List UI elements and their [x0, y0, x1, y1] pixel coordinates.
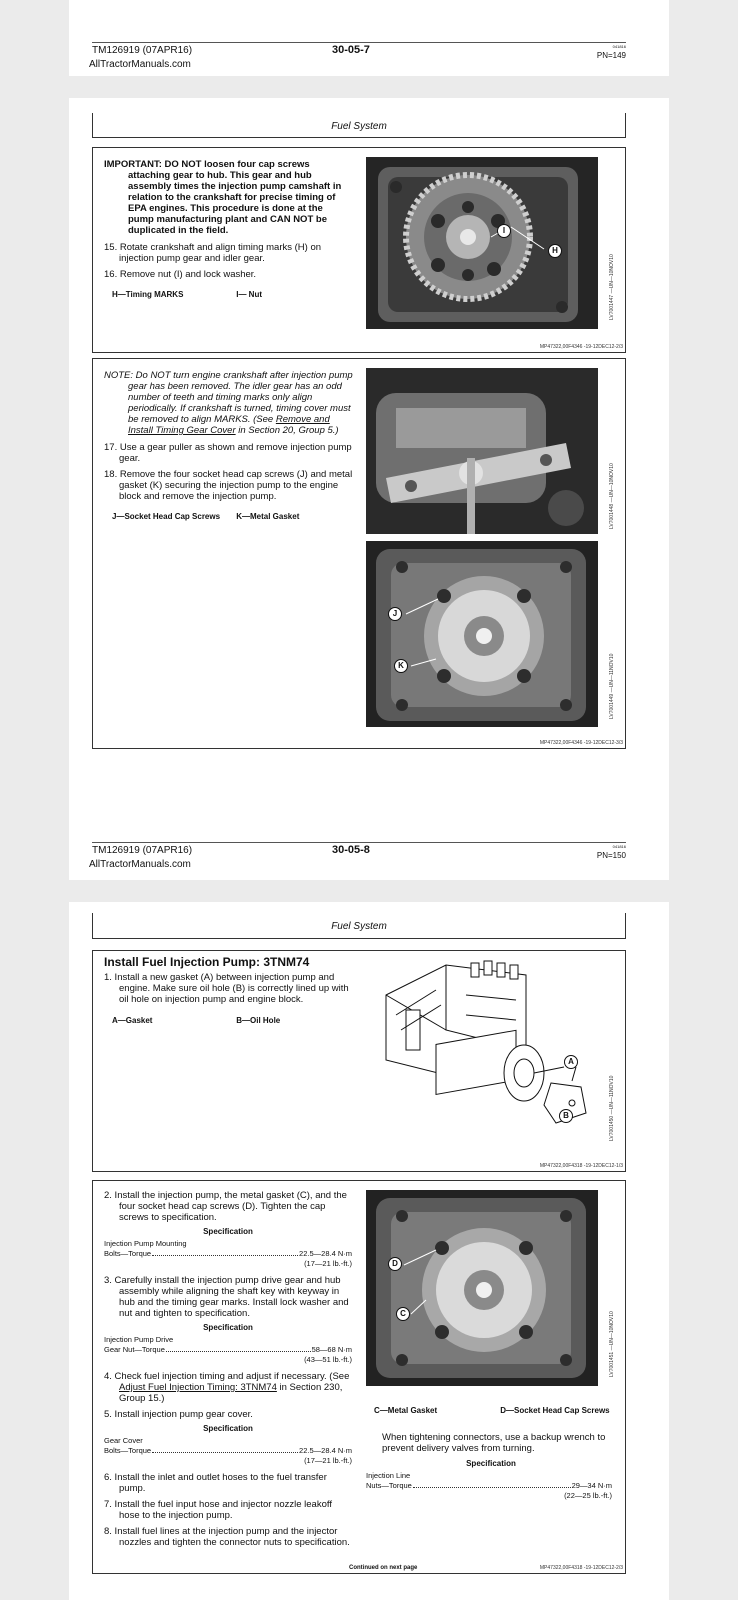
section-title: Fuel System	[331, 121, 387, 132]
spec-label: Nuts—Torque	[366, 1481, 412, 1490]
legend-k: K—Metal Gasket	[236, 512, 300, 521]
step-2: 2. Install the injection pump, the metal gasket (C), and the four socket head cap screws (D). Tighten the cap screws to specification.	[104, 1190, 347, 1223]
spec-heading: Specification	[203, 1227, 253, 1236]
step-18: 18. Remove the four socket head cap screws (J) and metal gasket (K) securing the injection pump to the engine block and remove the injection pump.	[104, 469, 353, 502]
block-install-pump	[92, 1180, 626, 1574]
spec-name: Injection Line	[366, 1471, 411, 1480]
step-4	[104, 1371, 352, 1404]
spec-value-imperial: (17—21 lb.-ft.)	[304, 1259, 352, 1268]
spec-value: 22.5—28.4 N·m	[299, 1446, 352, 1455]
page-number: 30-05-7	[332, 44, 370, 56]
legend	[366, 1405, 616, 1416]
block-c-text	[104, 957, 354, 1026]
spec-mounting-bolts	[104, 1239, 352, 1269]
reference-code: MP47322,00F4346 -19-12DEC12-3/3	[539, 740, 623, 746]
spec-value-imperial: (43—51 lb.-ft.)	[304, 1355, 352, 1364]
step-8: 8. Install fuel lines at the injection pump and the injector nozzles and tighten the connector nuts to specification.	[104, 1526, 350, 1548]
wrench-note: When tightening connectors, use a backup wrench to prevent delivery valves from turning.	[382, 1432, 606, 1454]
spec-value-imperial: (22—25 lb.-ft.)	[564, 1491, 612, 1500]
sheet-3	[69, 902, 669, 1600]
spec-heading: Specification	[203, 1424, 253, 1433]
block-b-text	[104, 370, 354, 522]
gear-puller-illustration	[366, 368, 598, 534]
figure-id: LV7001451 —UN—10NOV10	[609, 1311, 615, 1377]
step-15: 15. Rotate crankshaft and align timing marks (H) on injection pump gear and idler gear.	[104, 242, 322, 264]
adjust-timing-link[interactable]: Adjust Fuel Injection Timing: 3TNM74	[119, 1382, 277, 1393]
figure-id: LV7001447 —UN—10NOV10	[609, 254, 615, 320]
legend-i: I— Nut	[236, 290, 263, 299]
site-name: AllTractorManuals.com	[89, 859, 191, 870]
callout-d: D	[388, 1257, 402, 1271]
block-d-right	[366, 1405, 616, 1501]
reference-code: MP47322,00F4346 -19-12DEC12-2/3	[539, 344, 623, 350]
timing-cover-link[interactable]: Remove and Install Timing Gear Cover	[128, 414, 330, 436]
pump-line-drawing	[376, 955, 596, 1135]
spec-gear-cover	[104, 1436, 352, 1466]
injection-pump-drawing	[376, 955, 596, 1135]
pn-number: PN=149	[596, 51, 626, 60]
spec-heading: Specification	[203, 1323, 253, 1332]
step-4-text-end: in Section 230, Group 15.)	[119, 1382, 343, 1404]
gear-puller-photo	[366, 368, 598, 534]
reference-code: MP47322,00F4318 -19-12DEC12-2/3	[539, 1565, 623, 1571]
spec-injection-line	[366, 1471, 612, 1501]
page-footer	[89, 842, 626, 870]
legend-j: J—Socket Head Cap Screws	[112, 512, 221, 521]
step-17: 17. Use a gear puller as shown and remove injection pump gear.	[104, 442, 352, 464]
legend	[104, 289, 344, 300]
callout-k: K	[394, 659, 408, 673]
sheet-1-footer	[69, 0, 669, 76]
block-remove-nut	[92, 147, 626, 353]
legend-b: B—Oil Hole	[236, 1016, 281, 1025]
block-d-text	[104, 1190, 352, 1553]
callout-a: A	[564, 1055, 578, 1069]
reference-code: MP47322,00F4318 -19-12DEC12-1/3	[539, 1163, 623, 1169]
section-title: Fuel System	[331, 921, 387, 932]
procedure-title: Install Fuel Injection Pump: 3TNM74	[104, 955, 310, 969]
step-1: 1. Install a new gasket (A) between injection pump and engine. Make sure oil hole (B) is correctly lined up with oil hole on injection pump and engine block.	[104, 972, 349, 1005]
spec-value: 58—68 N·m	[311, 1345, 352, 1354]
pump-gasket-illustration	[366, 1190, 598, 1386]
step-4-text: 4. Check fuel injection timing and adjust if necessary. (See	[104, 1371, 350, 1382]
callout-b: B	[559, 1109, 573, 1123]
spec-name: Injection Pump Mounting	[104, 1239, 187, 1248]
spec-name: Injection Pump Drive	[104, 1335, 174, 1344]
pump-mount-photo	[366, 541, 598, 727]
spec-label: Gear Nut—Torque	[104, 1345, 165, 1354]
pump-mount-illustration	[366, 541, 598, 727]
spec-value: 22.5—28.4 N·m	[299, 1249, 352, 1258]
note	[104, 370, 354, 436]
spec-label: Bolts—Torque	[104, 1249, 152, 1258]
spec-value-imperial: (17—21 lb.-ft.)	[304, 1456, 352, 1465]
section-header	[92, 113, 626, 138]
timing-gear-illustration	[366, 157, 598, 329]
legend	[104, 1015, 354, 1026]
figure-id: LV7001448 —UN—10NOV10	[609, 463, 615, 529]
spec-heading: Specification	[466, 1459, 516, 1468]
date-code: 041816	[612, 844, 626, 849]
step-16: 16. Remove nut (I) and lock washer.	[104, 269, 257, 280]
spec-name: Gear Cover	[104, 1436, 143, 1445]
page-number: 30-05-8	[332, 844, 370, 856]
important-note: IMPORTANT: DO NOT loosen four cap screws attaching gear to hub. This gear and hub assembly times the injection pump camshaft in relation to the crankshaft for precise timing of EPA engines. This procedure is done at the pump manufacturing plant and CAN NOT be duplicated in the field.	[104, 159, 342, 236]
section-header	[92, 913, 626, 939]
note-text: NOTE: Do NOT turn engine crankshaft after injection pump gear has been removed. The idler gear has an odd number of teeth and timing marks only align periodically. If crankshaft is turned, timing cover must be removed to align MARKS. (See	[104, 370, 353, 425]
timing-gear-photo	[366, 157, 598, 329]
figure-id: LV7001450 —UN—11NOV10	[609, 1075, 615, 1141]
step-5: 5. Install injection pump gear cover.	[104, 1409, 253, 1420]
block-a-text	[104, 159, 344, 300]
legend-a: A—Gasket	[112, 1016, 153, 1025]
date-code: 041816	[612, 44, 626, 49]
continued-note: Continued on next page	[349, 1565, 418, 1571]
pump-gasket-photo	[366, 1190, 598, 1386]
spec-gear-nut	[104, 1335, 352, 1365]
note-text-end: in Section 20, Group 5.)	[235, 425, 339, 436]
step-6: 6. Install the inlet and outlet hoses to the fuel transfer pump.	[104, 1472, 327, 1494]
pn-number: PN=150	[596, 851, 626, 860]
step-7: 7. Install the fuel input hose and injector nozzle leakoff hose to the injection pump.	[104, 1499, 332, 1521]
step-3: 3. Carefully install the injection pump drive gear and hub assembly while aligning the shaft key with keyway in hub and the timing gear marks. Install lock washer and nut and tighten to specification.	[104, 1275, 349, 1319]
callout-i: I	[497, 224, 511, 238]
page-footer	[89, 42, 626, 70]
figure-id: LV7001449 —UN—11NOV10	[609, 653, 615, 719]
legend-d: D—Socket Head Cap Screws	[500, 1406, 610, 1415]
sheet-2	[69, 98, 669, 880]
site-name: AllTractorManuals.com	[89, 59, 191, 70]
legend	[104, 511, 354, 522]
block-install-gasket	[92, 950, 626, 1172]
callout-h: H	[548, 244, 562, 258]
tm-number: TM126919 (07APR16)	[92, 45, 193, 56]
callout-c: C	[396, 1307, 410, 1321]
spec-label: Bolts—Torque	[104, 1446, 152, 1455]
callout-j: J	[388, 607, 402, 621]
block-remove-pump	[92, 358, 626, 749]
legend-c: C—Metal Gasket	[374, 1406, 438, 1415]
tm-number: TM126919 (07APR16)	[92, 845, 193, 856]
legend-h: H—Timing MARKS	[112, 290, 184, 299]
spec-value: 29—34 N·m	[571, 1481, 612, 1490]
